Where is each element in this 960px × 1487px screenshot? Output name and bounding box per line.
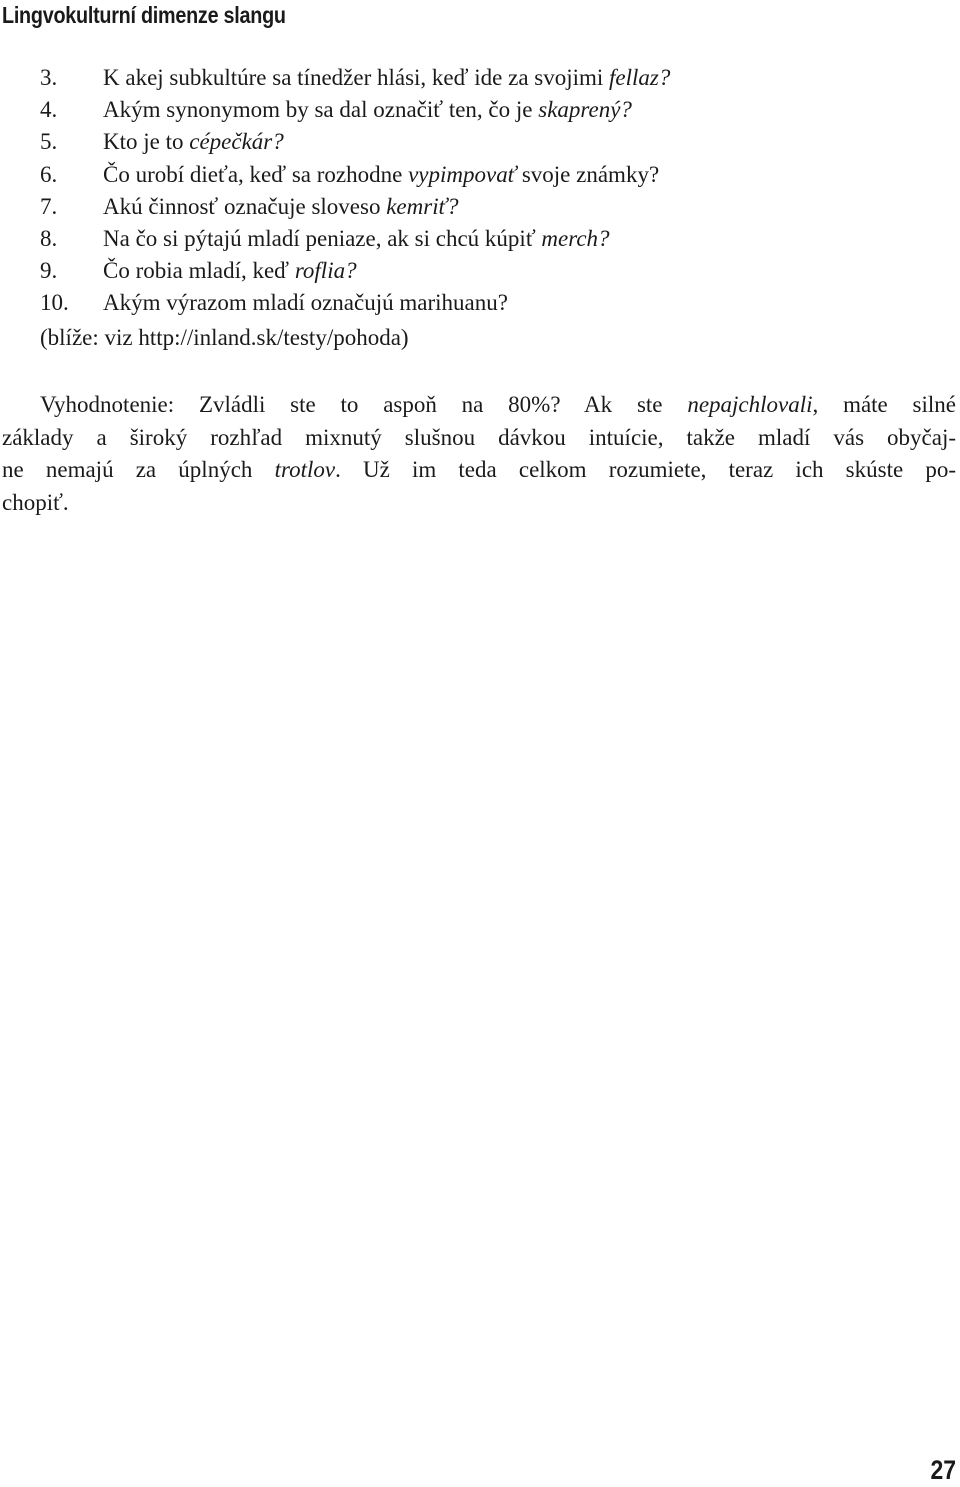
question-list bbox=[40, 62, 940, 320]
question-text: Na čo si pýtajú mladí peniaze, ak si chcú kúpiť merch? bbox=[103, 225, 610, 251]
list-item bbox=[40, 94, 940, 126]
list-item bbox=[40, 62, 940, 94]
list-item bbox=[40, 159, 940, 191]
question-text: K akej subkultúre sa tínedžer hlási, keď ide za svojimi fellaz? bbox=[103, 65, 671, 90]
question-number: 9. bbox=[40, 258, 58, 284]
evaluation-line: ne nemajú za úplných trotlov. Už im teda celkom rozumiete, teraz ich skúste po- bbox=[2, 457, 957, 483]
question-number: 4. bbox=[40, 97, 58, 123]
evaluation-line: základy a široký rozhľad mixnutý slušnou dávkou intuície, takže mladí vás obyčaj- bbox=[2, 424, 956, 450]
slang-term: cépečkár? bbox=[189, 129, 284, 155]
question-text: Akú činnosť označuje sloveso kemriť? bbox=[103, 193, 459, 219]
question-text: Čo urobí dieťa, keď sa rozhodne vypimpovať svoje známky? bbox=[103, 161, 660, 187]
question-text: Akým synonymom by sa dal označiť ten, čo je skaprený? bbox=[103, 97, 632, 123]
running-header-title: Lingvokulturní dimenze slangu bbox=[2, 2, 286, 28]
slang-term: fellaz? bbox=[609, 65, 671, 90]
slang-term: roflia? bbox=[294, 258, 357, 284]
reference-note: (blíže: viz http://inland.sk/testy/pohoda) bbox=[40, 325, 409, 350]
slang-term: skaprený? bbox=[538, 97, 632, 123]
slang-term: vypimpovať bbox=[408, 161, 517, 187]
question-text: Čo robia mladí, keď roflia? bbox=[103, 258, 357, 284]
list-item bbox=[40, 223, 940, 255]
list-item bbox=[40, 287, 940, 319]
evaluation-paragraph bbox=[2, 389, 956, 520]
slang-term: nepajchlovali bbox=[687, 392, 813, 417]
question-number: 5. bbox=[40, 129, 58, 155]
question-number: 7. bbox=[40, 193, 58, 219]
slang-term: trotlov bbox=[274, 457, 336, 483]
question-number: 8. bbox=[40, 225, 58, 251]
evaluation-line: chopiť. bbox=[2, 490, 69, 516]
page-number: 27 bbox=[930, 1455, 956, 1485]
slang-term: merch? bbox=[541, 225, 610, 251]
list-item bbox=[40, 191, 940, 223]
question-number: 10. bbox=[40, 290, 69, 316]
evaluation-line: Vyhodnotenie: Zvládli ste to aspoň na 80%? Ak ste nepajchlovali, máte silné bbox=[40, 392, 956, 417]
question-number: 3. bbox=[40, 65, 58, 90]
question-text: Akým výrazom mladí označujú marihuanu? bbox=[103, 290, 508, 316]
list-item bbox=[40, 255, 940, 287]
question-text: Kto je to cépečkár? bbox=[103, 129, 284, 155]
list-item bbox=[40, 126, 940, 158]
slang-term: kemriť? bbox=[386, 193, 459, 219]
question-number: 6. bbox=[40, 161, 58, 187]
